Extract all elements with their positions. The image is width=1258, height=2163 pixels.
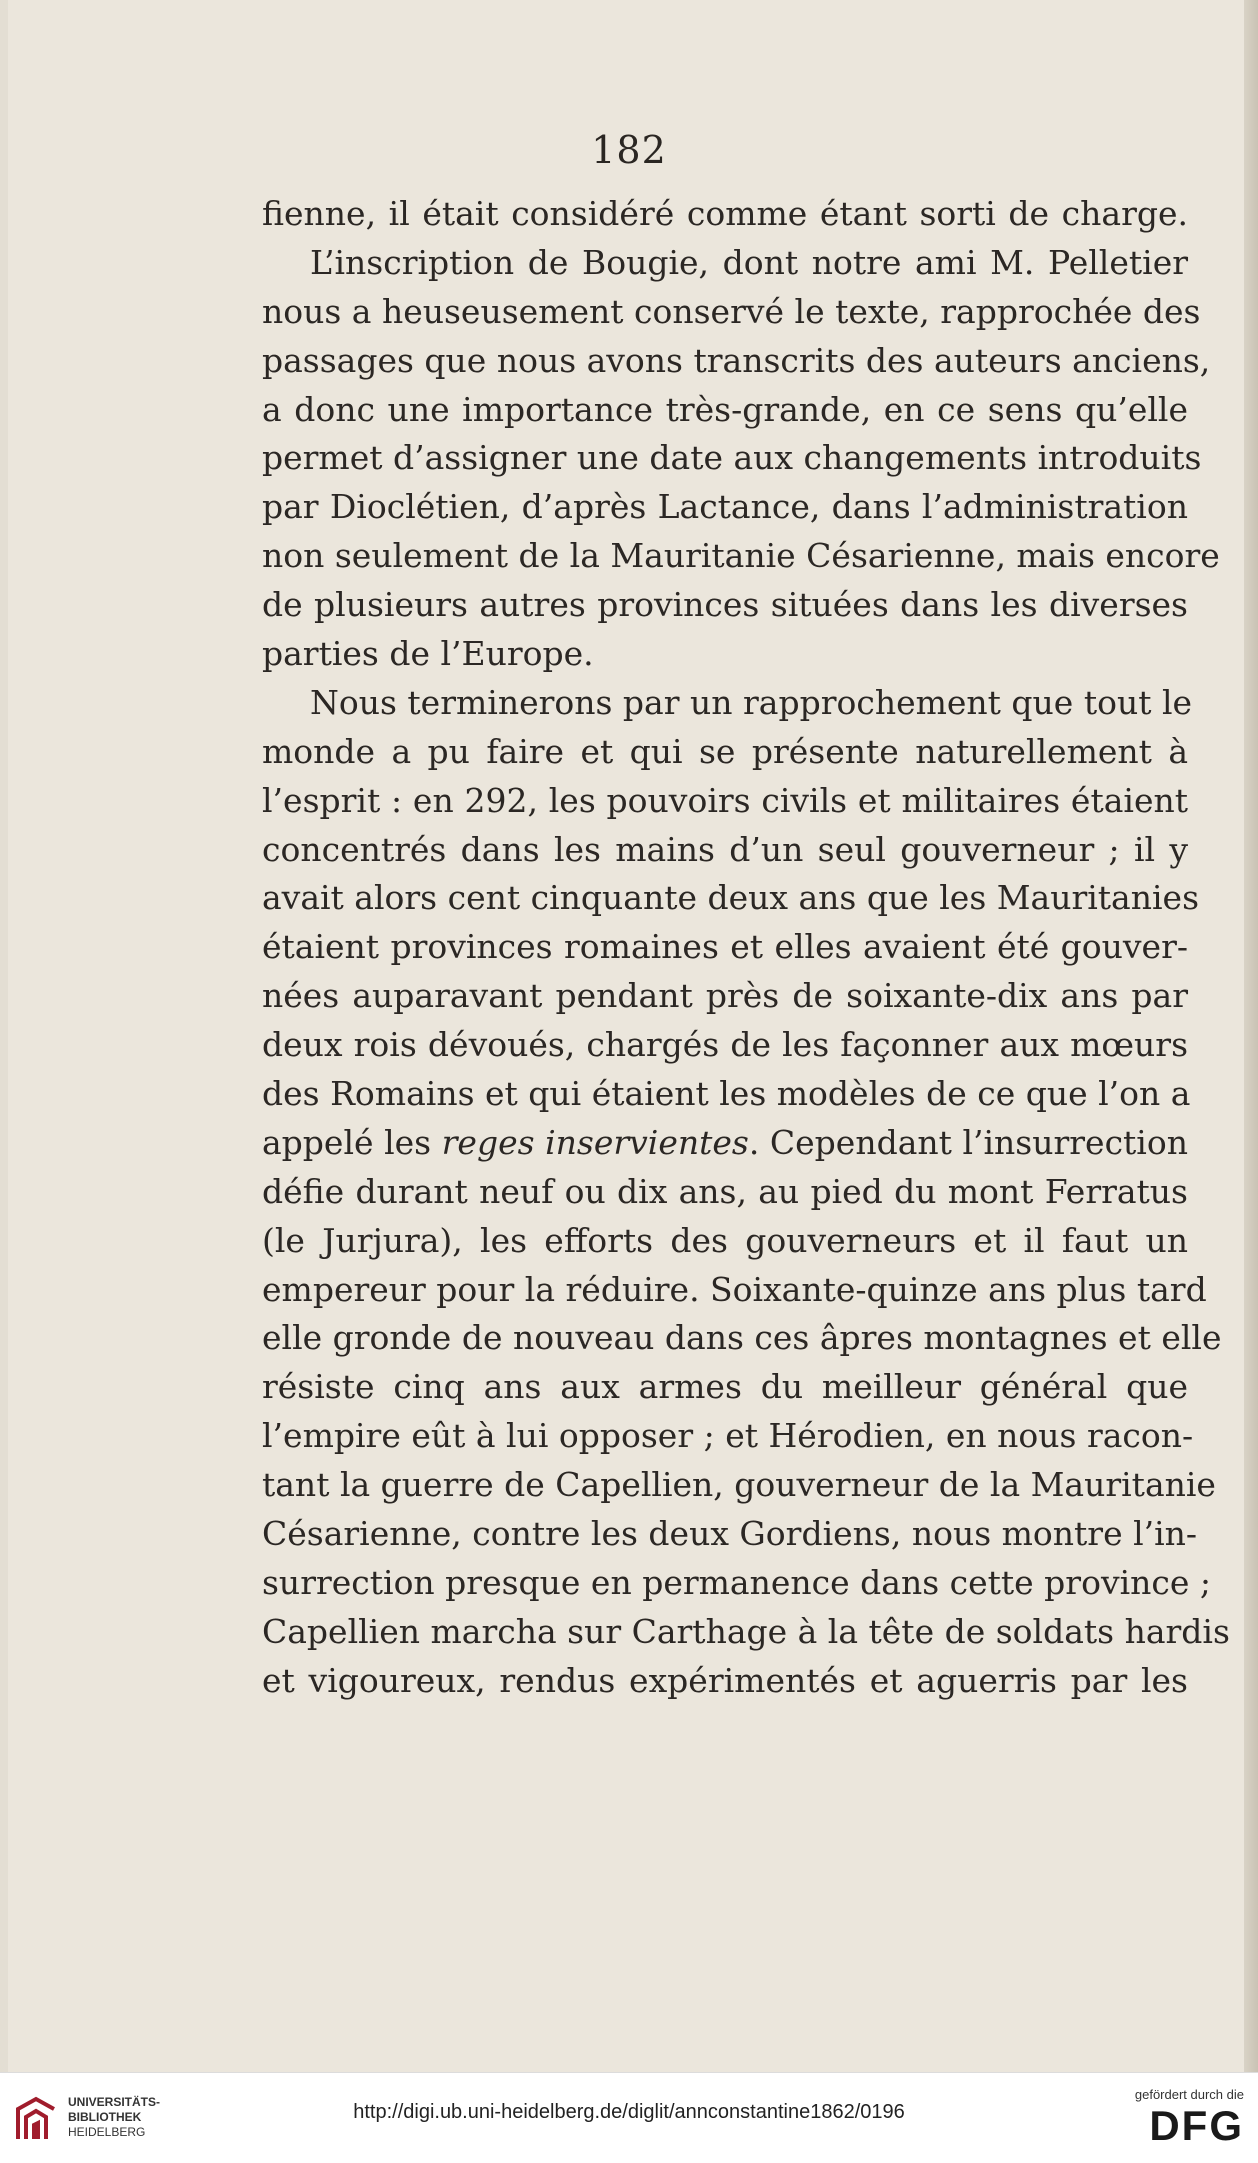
text-line: des Romains et qui étaient les modèles de ce que l’on a bbox=[262, 1074, 1191, 1114]
text-line: Césarienne, contre les deux Gordiens, nous montre l’in- bbox=[262, 1514, 1198, 1554]
text-line: par Dioclétien, d’après Lactance, dans l’administration bbox=[262, 487, 1188, 527]
text-line: étaient provinces romaines et elles avaient été gouver- bbox=[262, 927, 1188, 967]
library-name-line: UNIVERSITÄTS- bbox=[68, 2095, 161, 2109]
text-line: Capellien marcha sur Carthage à la tête de soldats hardis bbox=[262, 1611, 1230, 1651]
text-line: empereur pour la réduire. Soixante-quinze ans plus tard bbox=[262, 1269, 1207, 1309]
text-line bbox=[262, 1119, 1188, 1168]
text-line: a donc une importance très-grande, en ce sens qu’elle bbox=[262, 389, 1188, 429]
funding-notice bbox=[1114, 2087, 1244, 2150]
text-line: elle gronde de nouveau dans ces âpres montagnes et elle bbox=[262, 1318, 1222, 1358]
library-name-line: BIBLIOTHEK bbox=[68, 2110, 142, 2124]
viewer-footer bbox=[0, 2072, 1258, 2163]
text-line: concentrés dans les mains d’un seul gouverneur ; il y bbox=[262, 829, 1188, 869]
text-run: . Cependant l’insurrection bbox=[748, 1122, 1188, 1162]
text-line: (le Jurjura), les efforts des gouverneurs et il faut un bbox=[262, 1220, 1188, 1260]
text-line: l’esprit : en 292, les pouvoirs civils et militaires étaient bbox=[262, 780, 1188, 820]
text-line: résiste cinq ans aux armes du meilleur général que bbox=[262, 1367, 1188, 1407]
body-text bbox=[262, 190, 1230, 1706]
text-line: parties de l’Europe. bbox=[262, 634, 594, 674]
text-line: l’empire eût à lui opposer ; et Hérodien, en nous racon- bbox=[262, 1416, 1194, 1456]
text-line: et vigoureux, rendus expérimentés et aguerris par les bbox=[262, 1660, 1188, 1700]
italic-phrase: reges inservientes bbox=[441, 1122, 749, 1162]
text-line: nous a heuseusement conservé le texte, rapprochée des bbox=[262, 291, 1201, 331]
page-left-margin bbox=[0, 0, 8, 2072]
text-line: nées auparavant pendant près de soixante-dix ans par bbox=[262, 976, 1188, 1016]
text-line: défie durant neuf ou dix ans, au pied du mont Ferratus bbox=[262, 1171, 1188, 1211]
text-line: de plusieurs autres provinces situées dans les diverses bbox=[262, 585, 1188, 625]
text-line: deux rois dévoués, chargés de les façonner aux mœurs bbox=[262, 1025, 1188, 1065]
dfg-logo: DFG bbox=[1149, 2102, 1244, 2149]
text-line: tant la guerre de Capellien, gouverneur de la Mauritanie bbox=[262, 1465, 1216, 1505]
text-run: appelé les bbox=[262, 1122, 442, 1162]
permalink-url[interactable]: http://digi.ub.uni-heidelberg.de/diglit/annconstantine1862/0196 bbox=[353, 2101, 905, 2123]
text-line: permet d’assigner une date aux changements introduits bbox=[262, 438, 1202, 478]
text-line: passages que nous avons transcrits des auteurs anciens, bbox=[262, 340, 1211, 380]
text-line: fienne, il était considéré comme étant sorti de charge. bbox=[262, 194, 1188, 233]
text-line: non seulement de la Mauritanie Césarienne, mais encore bbox=[262, 536, 1220, 576]
text-line: surrection presque en permanence dans cette province ; bbox=[262, 1562, 1212, 1602]
text-line: avait alors cent cinquante deux ans que les Mauritanies bbox=[262, 878, 1200, 918]
library-city: HEIDELBERG bbox=[68, 2125, 146, 2139]
text-line: monde a pu faire et qui se présente naturellement à bbox=[262, 731, 1188, 771]
page-number: 182 bbox=[591, 128, 667, 172]
text-line: Nous terminerons par un rapprochement que tout le bbox=[310, 682, 1193, 722]
text-line: L’inscription de Bougie, dont notre ami M. Pelletier bbox=[310, 242, 1188, 282]
funding-caption: gefördert durch die bbox=[1134, 2087, 1244, 2102]
page-right-edge bbox=[1244, 0, 1258, 2072]
